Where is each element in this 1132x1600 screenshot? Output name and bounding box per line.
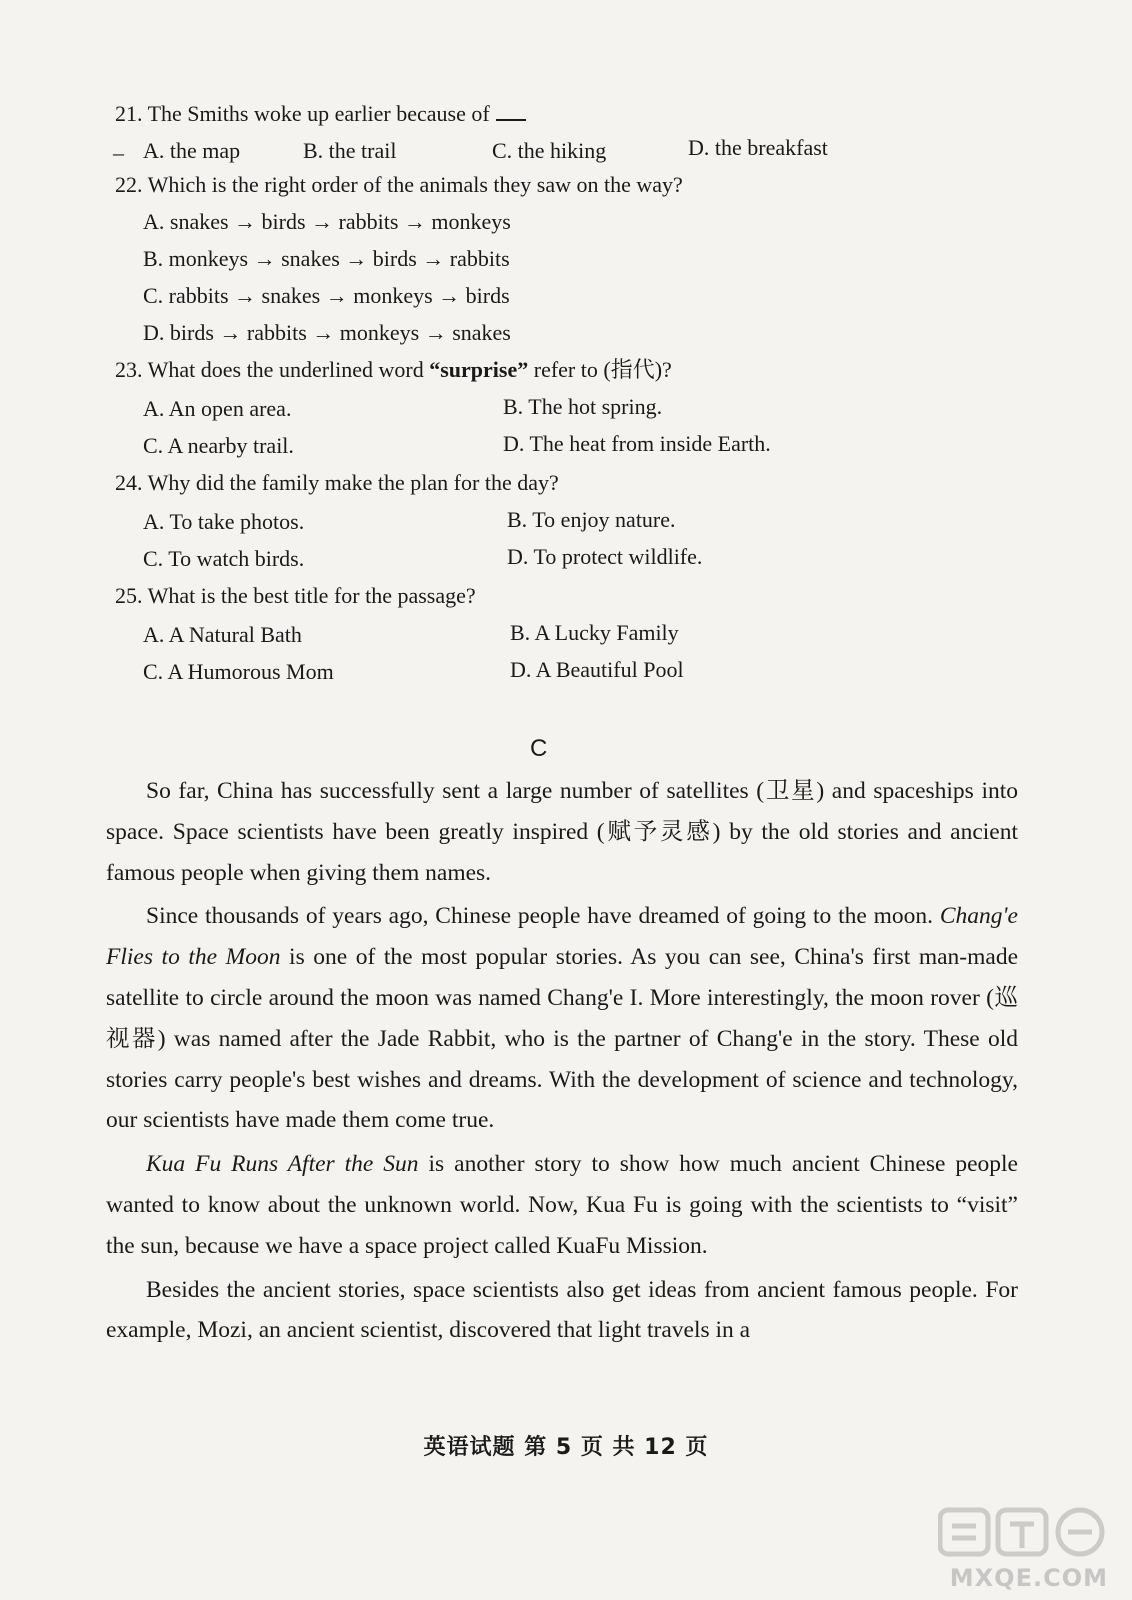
- option-a: A. snakes → birds → rabbits → monkeys: [143, 209, 511, 234]
- option-d: D. The heat from inside Earth.: [503, 431, 771, 456]
- paragraph-2: [106, 896, 1018, 1141]
- option-b: B. A Lucky Family: [510, 620, 679, 645]
- paragraph-3-text: is another story to show how much ancient Chinese people wanted to know about the unknown world. Now, Kua Fu is going with the scientists to “visit” the sun, because we have a space project called KuaFu Mission.: [106, 1151, 1018, 1259]
- page-footer: 英语试题 第 5 页 共 12 页: [423, 1435, 709, 1460]
- watermark-url: MXQE.COM: [949, 1564, 1108, 1592]
- question-stem: 21. The Smiths woke up earlier because of: [115, 101, 490, 126]
- paragraph-3: [106, 1144, 1018, 1266]
- option-c: C. To watch birds.: [143, 546, 305, 571]
- answer-blank: [496, 101, 526, 121]
- option-d: D. A Beautiful Pool: [510, 657, 684, 682]
- option-b: B. The hot spring.: [503, 394, 663, 419]
- option-b: B. monkeys → snakes → birds → rabbits: [143, 246, 510, 271]
- paragraph-2-lead: Since thousands of years ago, Chinese people have dreamed of going to the moon.: [146, 903, 940, 930]
- paragraph-1: So far, China has successfully sent a large number of satellites (卫星) and spaceships into space. Space scientists have been greatly inspired (赋予灵感) by the old stories and ancient famous people when giving them names.: [106, 778, 1018, 886]
- question-22: 22. Which is the right order of the animals they saw on the way?: [115, 172, 683, 197]
- underlined-word: “surprise”: [429, 357, 529, 382]
- question-stem: 23. What does the underlined word: [115, 357, 430, 382]
- paragraph-4: Besides the ancient stories, space scientists also get ideas from ancient famous people. For example, Mozi, an ancient scientist, discovered that light travels in a: [106, 1276, 1018, 1344]
- option-c: C. the hiking: [492, 138, 607, 163]
- option-d: D. the breakfast: [688, 135, 828, 160]
- reading-passage: [106, 771, 1018, 1351]
- question-23: [115, 356, 672, 384]
- option-b: B. To enjoy nature.: [507, 507, 676, 532]
- paragraph-2-text: is one of the most popular stories. As you can see, China's first man-made satellite to circle around the moon was named Chang'e I. More interestingly, the moon rover (巡视器) was named after the Jade Rabbit, who is the partner of Chang'e in the story. These old stories carry people's best wishes and dreams. With the development of science and technology, our scientists have made them come true.: [106, 944, 1018, 1134]
- question-25: 25. What is the best title for the passage?: [115, 583, 476, 608]
- option-c: C. rabbits → snakes → monkeys → birds: [143, 283, 510, 308]
- story-title: Chang'e Flies to the Moon: [106, 903, 1018, 971]
- option-a: A. An open area.: [143, 396, 292, 421]
- margin-mark: –: [113, 140, 124, 165]
- option-c: C. A Humorous Mom: [143, 659, 334, 684]
- option-a: A. To take photos.: [143, 509, 305, 534]
- question-stem-end: refer to (指代)?: [528, 357, 672, 382]
- option-a: A. the map: [143, 138, 241, 163]
- option-c: C. A nearby trail.: [143, 433, 294, 458]
- section-heading: C: [530, 735, 548, 762]
- watermark: [918, 1506, 1108, 1592]
- option-d: D. To protect wildlife.: [507, 544, 703, 569]
- option-b: B. the trail: [303, 138, 397, 163]
- story-title: Kua Fu Runs After the Sun: [146, 1151, 419, 1178]
- question-24: 24. Why did the family make the plan for the day?: [115, 470, 559, 495]
- option-d: D. birds → rabbits → monkeys → snakes: [143, 320, 511, 345]
- watermark-logo-icon: [938, 1506, 1108, 1558]
- question-21: [115, 100, 526, 128]
- option-a: A. A Natural Bath: [143, 622, 302, 647]
